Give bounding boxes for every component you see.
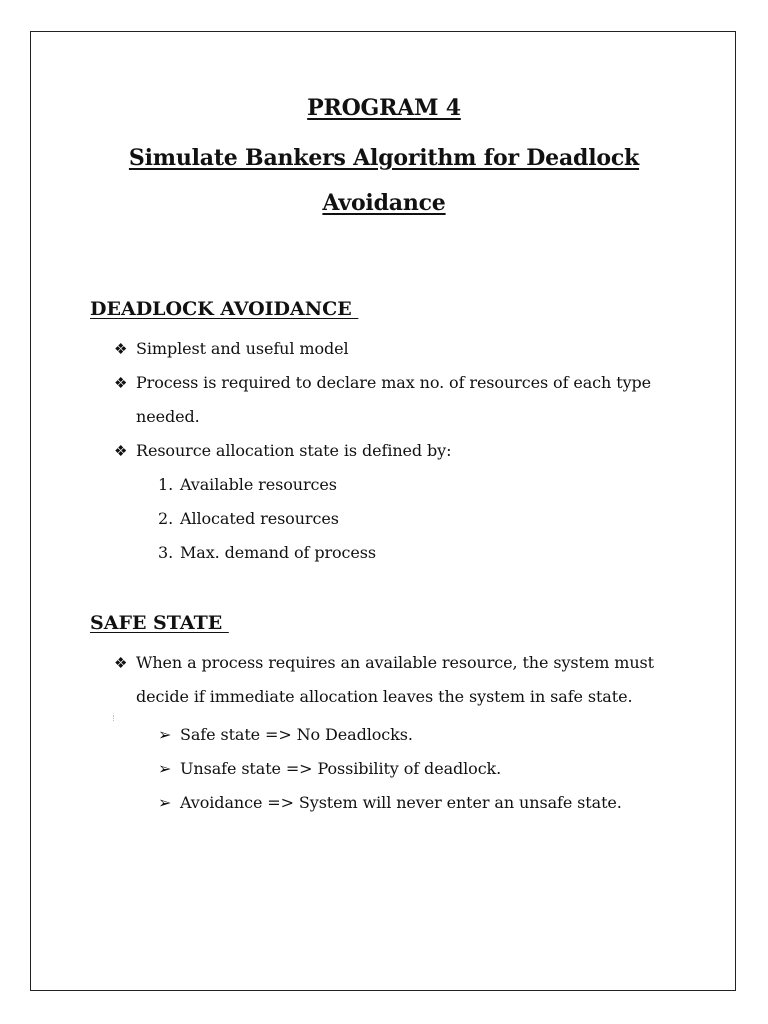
arrow-bullet-icon: ➢ — [158, 793, 172, 812]
bullet-text-continuation: decide if immediate allocation leaves the system in safe state. — [136, 687, 633, 706]
list-number: 2. — [158, 509, 174, 528]
safe-state-heading: SAFE STATE — [90, 612, 229, 634]
bullet-text: Process is required to declare max no. of resources of each type — [136, 373, 652, 392]
bullet-icon: ❖ — [114, 374, 128, 392]
arrow-item: Unsafe state => Possibility of deadlock. — [180, 759, 502, 778]
program-subtitle-line-1: Simulate Bankers Algorithm for Deadlock — [128, 145, 640, 171]
arrow-item: Avoidance => System will never enter an unsafe state. — [180, 793, 622, 812]
bullet-text: Resource allocation state is defined by: — [136, 441, 452, 460]
page-border — [30, 31, 736, 991]
bullet-icon: ❖ — [114, 340, 128, 358]
arrow-bullet-icon: ➢ — [158, 759, 172, 778]
arrow-item: Safe state => No Deadlocks. — [180, 725, 413, 744]
list-item: Available resources — [180, 475, 337, 494]
bullet-text: Simplest and useful model — [136, 339, 349, 358]
bullet-icon: ❖ — [114, 654, 128, 672]
faint-mark — [113, 715, 117, 721]
deadlock-avoidance-heading: DEADLOCK AVOIDANCE — [90, 298, 359, 320]
list-item: Max. demand of process — [180, 543, 376, 562]
bullet-text-continuation: needed. — [136, 407, 200, 426]
program-subtitle-line-2: Avoidance — [322, 190, 446, 216]
program-title: PROGRAM 4 — [307, 95, 461, 121]
list-number: 3. — [158, 543, 174, 562]
arrow-bullet-icon: ➢ — [158, 725, 172, 744]
bullet-text: When a process requires an available resource, the system must — [136, 653, 654, 672]
list-number: 1. — [158, 475, 174, 494]
bullet-icon: ❖ — [114, 442, 128, 460]
list-item: Allocated resources — [180, 509, 339, 528]
